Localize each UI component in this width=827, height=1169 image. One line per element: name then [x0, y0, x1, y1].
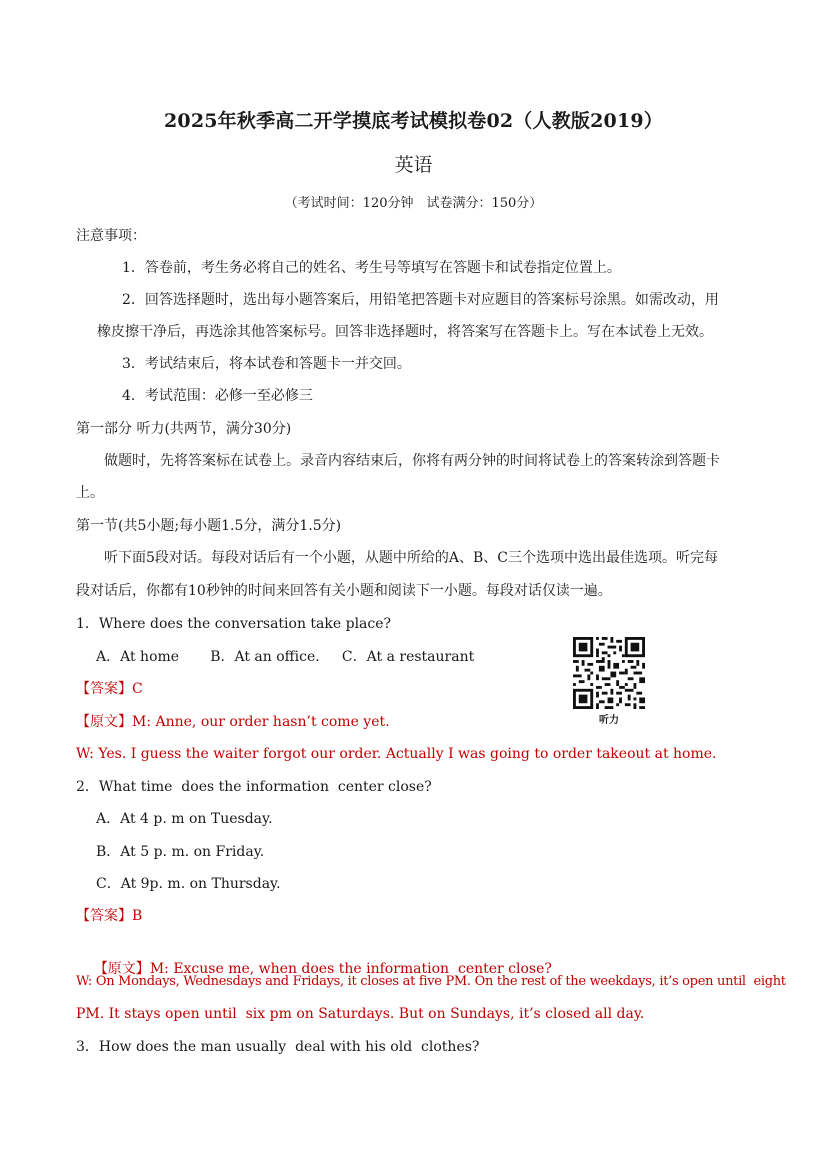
- q2-answer: [76, 906, 142, 926]
- notes-heading: 注意事项：: [76, 228, 146, 244]
- section1-heading: 第一节(共5小题;每小题1.5分，满分1.5分): [76, 518, 342, 534]
- answer-value: B: [132, 908, 143, 924]
- section1-instruction-line-1: 听下面5段对话。每段对话后有一个小题，从题中所给的A、B、C三个选项中选出最佳选项。听完每: [104, 550, 719, 566]
- q3-question: 3．How does the man usually deal with his old clothes?: [76, 1039, 480, 1055]
- q1-question: 1．Where does the conversation take place?: [76, 616, 392, 632]
- answer-value: C: [132, 681, 143, 697]
- note-item-1: 1．答卷前，考生务必将自己的姓名、考生号等填写在答题卡和试卷指定位置上。: [122, 260, 621, 276]
- script-text: M: Anne, our order hasn’t come yet.: [132, 714, 390, 730]
- exam-time-info: （考试时间：120分钟 试卷满分：150分）: [284, 196, 543, 211]
- subject-title: 英语: [394, 154, 433, 176]
- script-label: 【原文】: [76, 714, 132, 730]
- part1-heading: 第一部分 听力(共两节，满分30分): [76, 421, 292, 437]
- part1-instruction-line-1: 做题时，先将答案标在试卷上。录音内容结束后，你将有两分钟的时间将试卷上的答案转涂到答题卡: [104, 453, 720, 469]
- q2-script-line-3: PM. It stays open until six pm on Saturdays. But on Sundays, it’s closed all day.: [76, 1006, 645, 1022]
- q2-question: 2．What time does the information center close?: [76, 779, 432, 795]
- note-item-3: 3．考试结束后，将本试卷和答题卡一并交回。: [122, 356, 411, 372]
- qr-caption: 听力: [599, 715, 619, 726]
- exam-title: 2025年秋季高二开学摸底考试模拟卷02（人教版2019）: [163, 110, 663, 132]
- section1-instruction-line-2: 段对话后，你都有10秒钟的时间来回答有关小题和阅读下一小题。每段对话仅读一遍。: [76, 583, 612, 599]
- q1-script-line-2: W: Yes. I guess the waiter forgot our order. Actually I was going to order takeout at home.: [76, 746, 717, 762]
- script-label: 【原文】: [93, 961, 150, 977]
- note-item-4: 4．考试范围：必修一至必修三: [122, 388, 313, 404]
- script-text: M: Excuse me, when does the information center close?: [149, 961, 552, 977]
- q2-option-b: B．At 5 p. m. on Friday.: [96, 844, 265, 860]
- part1-instruction-line-2: 上。: [76, 485, 104, 501]
- answer-label: 【答案】: [76, 908, 132, 924]
- note-item-2-line-2: 橡皮擦干净后，再选涂其他答案标号。回答非选择题时，将答案写在答题卡上。写在本试卷上无效。: [97, 324, 713, 340]
- q1-script-line-1: [76, 712, 390, 732]
- answer-label: 【答案】: [76, 681, 132, 697]
- q1-options: A．At home B．At an office. C．At a restaurant: [96, 649, 475, 665]
- note-item-2-line-1: 2．回答选择题时，选出每小题答案后，用铅笔把答题卡对应题目的答案标号涂黑。如需改动，用: [122, 292, 719, 308]
- q2-script-line-2: W: On Mondays, Wednesdays and Fridays, it closes at five PM. On the rest of the weekdays, it’s open until eight: [76, 974, 786, 989]
- qr-code-icon[interactable]: [573, 637, 645, 709]
- q1-answer: [76, 679, 143, 699]
- q2-option-c: C．At 9p. m. on Thursday.: [96, 876, 281, 892]
- q2-option-a: A．At 4 p. m on Tuesday.: [96, 811, 273, 827]
